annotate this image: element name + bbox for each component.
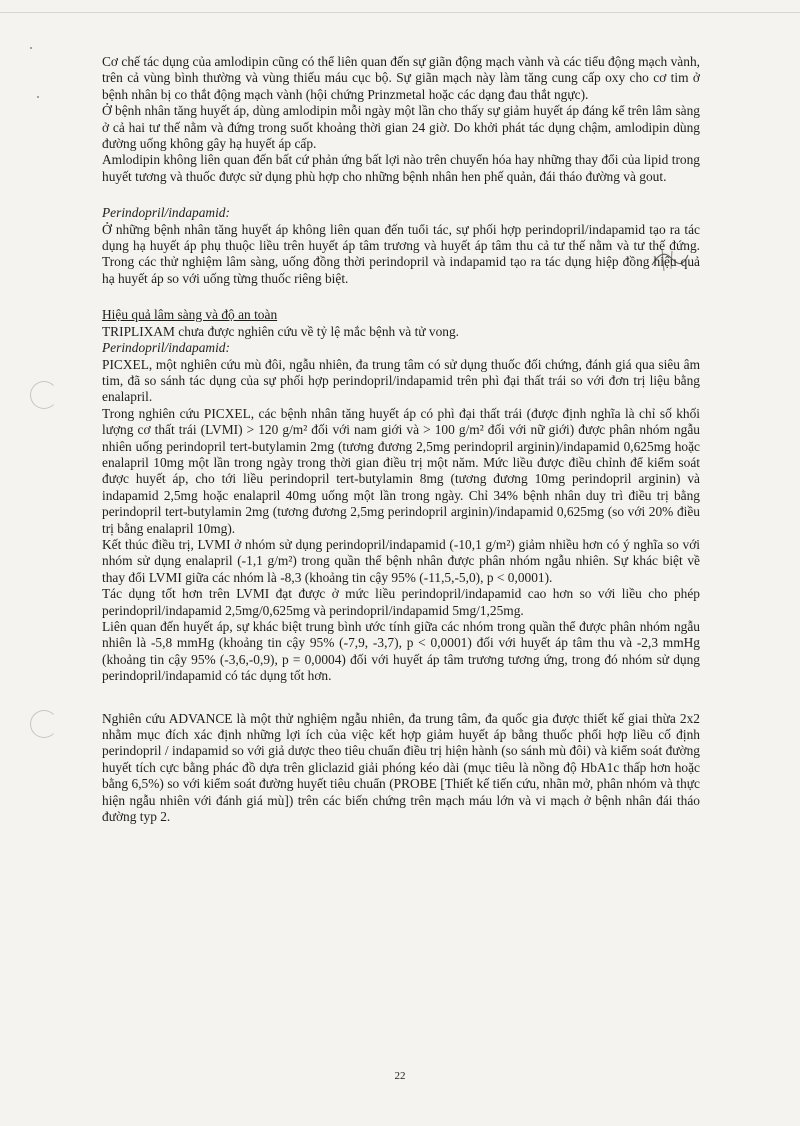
page-number: 22 xyxy=(394,1070,406,1082)
paragraph: Nghiên cứu ADVANCE là một thử nghiệm ngẫu nhiên, đa trung tâm, đa quốc gia được thiết kế giai thừa 2x2 nhằm mục đích xác định những lợi ích của việc kết hợp giảm huyết áp bằng thuốc phối hợp liều cố định perindopril / indapamid so với giả dược theo tiêu chuẩn điều trị hiện hành (so sánh mù đôi) và kiểm soát đường huyết tích cực bằng phác đồ dựa trên gliclazid giải phóng kéo dài (mục tiêu là nồng độ HbA1c thấp hơn hoặc bằng 6,5%) so với kiểm soát đường huyết tiêu chuẩn (PROBE [Thiết kế tiến cứu, nhãn mở, phân nhóm và thực hiện ngẫu nhiên với đánh giá mù]) trên các biến chứng trên mạch máu lớn và vi mạch ở bệnh nhân đái tháo đường typ 2. xyxy=(102,710,700,825)
punch-hole-mark xyxy=(30,710,58,738)
paragraph: Kết thúc điều trị, LVMI ở nhóm sử dụng perindopril/indapamid (-10,1 g/m²) giảm nhiều hơn có ý nghĩa so với nhóm sử dụng enalapril (-1,1 g/m²) trong quần thể bệnh nhân được phân nhóm ngẫu nhiên. Sự khác biệt về thay đổi LVMI giữa các nhóm là -8,3 (khoảng tin cậy 95% (-11,5,-5,0), p < 0,0001). xyxy=(102,536,700,585)
paragraph: PICXEL, một nghiên cứu mù đôi, ngẫu nhiên, đa trung tâm có sử dụng thuốc đối chứng, đánh giá qua siêu âm tim, đã so sánh tác dụng của sự phối hợp perindopril/indapamid trên phì đại thất trái so với đơn trị liệu bằng enalapril. xyxy=(102,356,700,405)
scan-speck xyxy=(30,47,32,49)
paragraph: Ở bệnh nhân tăng huyết áp, dùng amlodipin mỗi ngày một lần cho thấy sự giảm huyết áp đáng kể trên lâm sàng ở cả hai tư thế nằm và đứng trong suốt khoảng thời gian 24 giờ. Do khởi phát tác dụng chậm, amlodipin dùng đường uống không gây hạ huyết áp cấp. xyxy=(102,103,700,152)
paragraph: Tác dụng tốt hơn trên LVMI đạt được ở mức liều perindopril/indapamid cao hơn so với liều cho phép perindopril/indapamid 2,5mg/0,625mg và perindopril/indapamid 5mg/1,25mg. xyxy=(102,586,700,618)
paragraph: TRIPLIXAM chưa được nghiên cứu về tỷ lệ mắc bệnh và tử vong. xyxy=(102,323,460,339)
paragraph: Trong nghiên cứu PICXEL, các bệnh nhân tăng huyết áp có phì đại thất trái (được định nghĩa là chỉ số khối lượng cơ thất trái (LVMI) > 120 g/m² đối với nam giới và > 100 g/m² đối với nữ giới) được phân nhóm ngẫu nhiên uống perindopril tert-butylamin 2mg (tương đương 2,5mg perindopril arginin)/indapamid 0,625mg hoặc enalapril 10mg một lần trong ngày trong thời gian điều trị một năm. Mức liều được điều chỉnh để kiểm soát được huyết áp, cho tới liều perindopril tert-butylamin 8mg (tương đương 10mg perindopril arginin) và indapamid 2,5mg hoặc enalapril 40mg uống một lần trong ngày. Chỉ 34% bệnh nhân duy trì điều trị bằng perindopril tert-butylamin 2mg (tương đương 2,5mg perindopril arginin)/indapamid 0,625mg (so với 20% điều trị bằng enalapril 10mg). xyxy=(102,405,700,536)
document-body xyxy=(102,54,700,825)
paragraph: Amlodipin không liên quan đến bất cứ phản ứng bất lợi nào trên chuyển hóa hay những thay đổi của lipid trong huyết tương và thuốc được sử dụng phù hợp cho những bệnh nhân hen phế quản, đái tháo đường và gout. xyxy=(102,152,700,184)
scan-speck xyxy=(37,96,39,98)
punch-hole-mark xyxy=(30,381,58,409)
section-subheading: Perindopril/indapamid: xyxy=(102,340,230,356)
paragraph: Cơ chế tác dụng của amlodipin cũng có thể liên quan đến sự giãn động mạch vành và các tiểu động mạch vành, trên cả vùng bình thường và vùng thiếu máu cục bộ. Sự giãn mạch này làm tăng cung cấp oxy cho cơ tim ở bệnh nhân bị co thắt động mạch vành (hội chứng Prinzmetal hoặc các dạng đau thắt ngực). xyxy=(102,54,700,102)
paragraph: Ở những bệnh nhân tăng huyết áp không liên quan đến tuổi tác, sự phối hợp perindopril/indapamid tạo ra tác dụng hạ huyết áp phụ thuộc liều trên huyết áp tâm trương và huyết áp tâm thu cả tư thế nằm và tư thế đứng. Trong các thử nghiệm lâm sàng, uống đồng thời perindopril và indapamid tạo ra tác dụng hiệp đồng hiệu quả hạ huyết áp so với uống từng thuốc riêng biệt. xyxy=(102,221,700,286)
paragraph: Liên quan đến huyết áp, sự khác biệt trung bình ước tính giữa các nhóm trong quần thể được phân nhóm ngẫu nhiên là -5,8 mmHg (khoảng tin cậy 95% (-7,9, -3,7), p < 0,0001) đối với huyết áp tâm thu và -2,3 mmHg (khoảng tin cậy 95% (-3,6,-0,9), p = 0,0004) đối với huyết áp tâm trương tương ứng, trong đó nhóm sử dụng perindopril/indapamid có tác dụng tốt hơn. xyxy=(102,619,700,684)
section-heading: Hiệu quả lâm sàng và độ an toàn xyxy=(102,307,278,323)
scan-edge-line xyxy=(0,12,800,13)
section-heading: Perindopril/indapamid: xyxy=(102,205,230,221)
